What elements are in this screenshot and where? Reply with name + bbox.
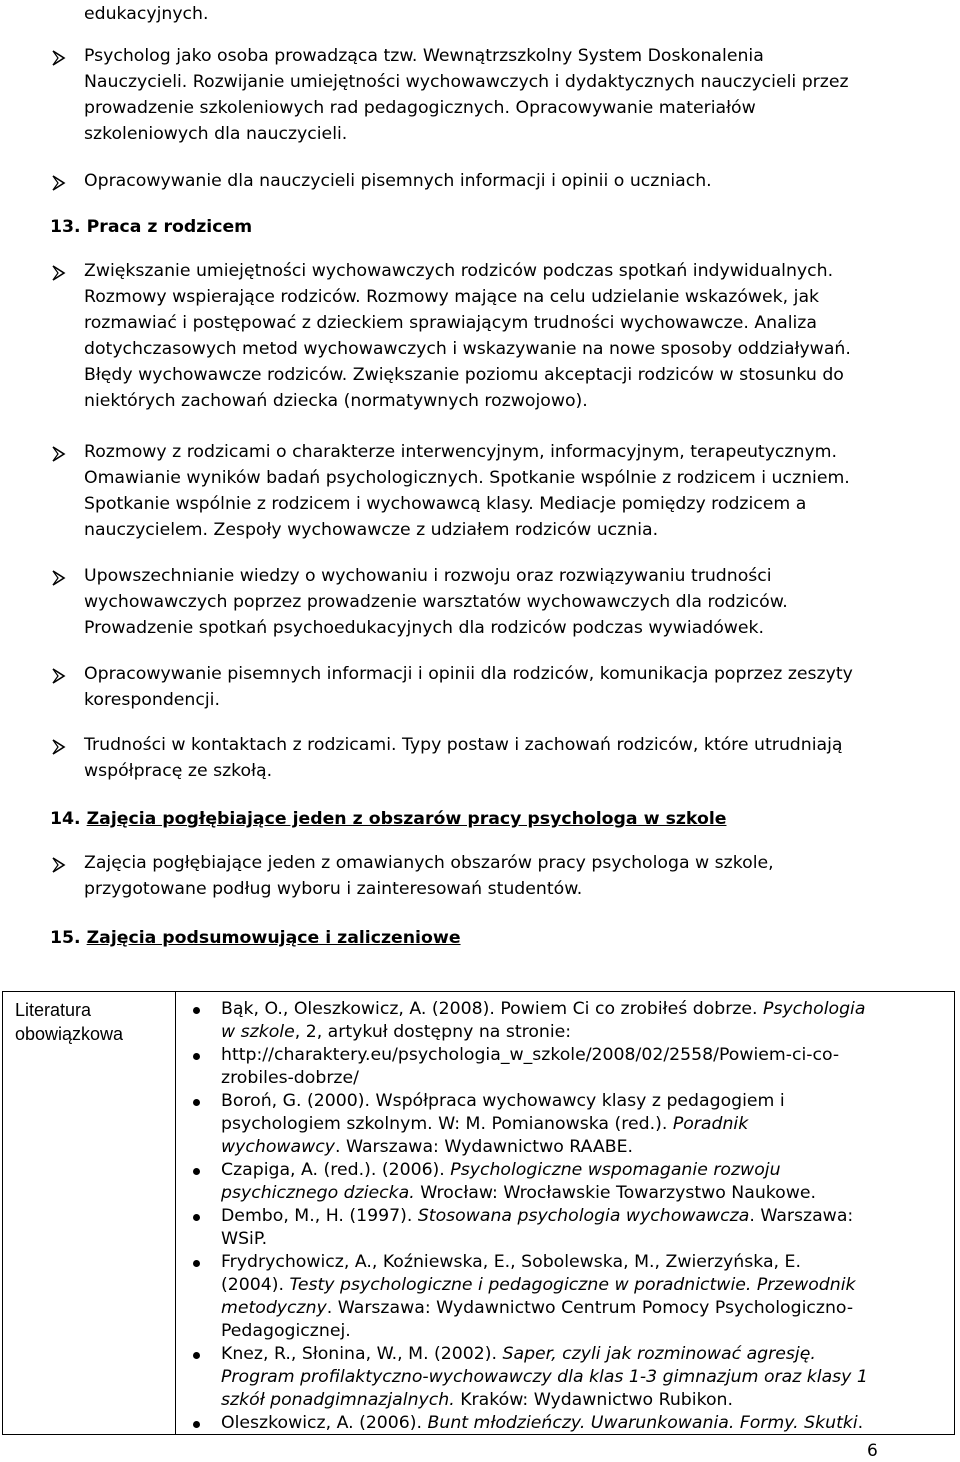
bullet-dot-icon (193, 1099, 200, 1106)
reference-segment: Bąk, O., Oleszkowicz, A. (2008). Powiem Ci co zrobiłeś dobrze. (221, 999, 764, 1019)
section-heading-14 (50, 806, 726, 832)
arrow-bullet-icon (50, 444, 68, 464)
reference-line (221, 998, 953, 1021)
reference-segment: Poradnik (672, 1114, 749, 1134)
reference-line (221, 1320, 953, 1343)
text-line: szkoleniowych dla nauczycieli. (84, 124, 348, 144)
continuation-text: edukacyjnych. (84, 4, 209, 24)
reference-line (221, 1044, 953, 1067)
text-line: Prowadzenie spotkań psychoedukacyjnych dla rodziców podczas wywiadówek. (84, 618, 765, 638)
reference-line (221, 1113, 953, 1136)
reference-segment: psychologiem szkolnym. W: M. Pomianowska (red.). (221, 1114, 673, 1134)
bullet-paragraph (84, 258, 934, 414)
arrow-bullet-icon (50, 737, 68, 757)
reference-line (221, 1205, 953, 1228)
reference-list (193, 998, 953, 1435)
reference-segment: w szkole (221, 1022, 295, 1042)
reference-segment: WSiP. (221, 1229, 268, 1249)
reference-line (221, 1343, 953, 1366)
reference-item (193, 1159, 953, 1205)
text-line: współpracę ze szkołą. (84, 761, 273, 781)
bullet-paragraph (84, 43, 934, 147)
text-line: Psycholog jako osoba prowadząca tzw. Wewnątrzszkolny System Doskonalenia (84, 46, 764, 66)
arrow-bullet-icon (50, 666, 68, 686)
reference-line (221, 1090, 953, 1113)
reference-line (221, 1021, 953, 1044)
arrow-bullet-icon (50, 48, 68, 68)
table-divider (175, 992, 176, 1434)
reference-segment: http://charaktery.eu/psychologia_w_szkole/2008/02/2558/Powiem-ci-co- (221, 1045, 840, 1065)
reference-segment: Psychologiczne wspomaganie rozwoju (450, 1160, 781, 1180)
bullet-dot-icon (193, 1352, 200, 1359)
bullet-dot-icon (193, 1260, 200, 1267)
reference-item (193, 1205, 953, 1251)
reference-segment: wychowawcy (221, 1137, 335, 1157)
section-title: Zajęcia pogłębiające jeden z obszarów pracy psychologa w szkole (86, 809, 727, 829)
reference-segment: metodyczny (221, 1298, 327, 1318)
label-line: Literatura (15, 1000, 92, 1020)
text-line: Zwiększanie umiejętności wychowawczych rodziców podczas spotkań indywidualnych. (84, 261, 834, 281)
reference-line (221, 1297, 953, 1320)
reference-segment: zrobiles-dobrze/ (221, 1068, 359, 1088)
reference-segment: . Warszawa: Wydawnictwo Centrum Pomocy Psychologiczno- (326, 1298, 854, 1318)
reference-segment: szkół ponadgimnazjalnych. (221, 1390, 455, 1410)
text-line: Rozmowy z rodzicami o charakterze interwencyjnym, informacyjnym, terapeutycznym. (84, 442, 837, 462)
reference-segment: Wrocław: Wrocławskie Towarzystwo Naukowe. (414, 1183, 816, 1203)
arrow-bullet-icon (50, 173, 68, 193)
text-line: Upowszechnianie wiedzy o wychowaniu i rozwoju oraz rozwiązywaniu trudności (84, 566, 772, 586)
reference-segment: Program profilaktyczno-wychowawczy dla klas 1-3 gimnazjum oraz klasy 1 (221, 1367, 868, 1387)
reference-item (193, 1343, 953, 1412)
reference-line (221, 1228, 953, 1251)
text-line: Opracowywanie pisemnych informacji i opinii dla rodziców, komunikacja poprzez zeszyty (84, 664, 853, 684)
section-number: 13. (50, 217, 81, 237)
text-line: rozmawiać i postępować z dzieckiem sprawiającym trudności wychowawcze. Analiza (84, 313, 817, 333)
text-line: dotychczasowych metod wychowawczych i wskazywanie na nowe sposoby oddziaływań. (84, 339, 851, 359)
reference-segment: Boroń, G. (2000). Współpraca wychowawcy klasy z pedagogiem i (221, 1091, 785, 1111)
bullet-dot-icon (193, 1053, 200, 1060)
section-number: 14. (50, 809, 81, 829)
bullet-paragraph (84, 850, 934, 902)
reference-segment: psychicznego dziecka. (221, 1183, 415, 1203)
reference-segment: . Warszawa: Wydawnictwo RAABE. (334, 1137, 633, 1157)
text-line: Omawianie wyników badań psychologicznych. Spotkanie wspólnie z rodzicem i uczniem. (84, 468, 850, 488)
text-line: niektórych zachowań dziecka (normatywnych rozwojowo). (84, 391, 588, 411)
reference-segment: Psychologia (763, 999, 866, 1019)
bullet-dot-icon (193, 1007, 200, 1014)
reference-segment: Knez, R., Słonina, W., M. (2002). (221, 1344, 503, 1364)
bullet-paragraph (84, 732, 934, 784)
text-line: przygotowane podług wyboru i zainteresowań studentów. (84, 879, 583, 899)
reference-segment: , 2, artykuł dostępny na stronie: (294, 1022, 572, 1042)
arrow-bullet-icon (50, 568, 68, 588)
reference-line (221, 1251, 953, 1274)
section-heading-15 (50, 925, 461, 951)
reference-segment: Kraków: Wydawnictwo Rubikon. (454, 1390, 733, 1410)
text-line: wychowawczych poprzez prowadzenie warsztatów wychowawczych dla rodziców. (84, 592, 788, 612)
arrow-bullet-icon (50, 263, 68, 283)
text-line: Spotkanie wspólnie z rodzicem i wychowawcą klasy. Mediacje pomiędzy rodzicem a (84, 494, 807, 514)
reference-item (193, 998, 953, 1044)
literature-table (2, 991, 955, 1435)
reference-line (221, 1136, 953, 1159)
reference-segment: Testy psychologiczne i pedagogiczne w poradnictwie. Przewodnik (289, 1275, 856, 1295)
section-heading-13 (50, 214, 252, 240)
page-number: 6 (867, 1441, 878, 1461)
reference-segment: Frydrychowicz, A., Koźniewska, E., Sobolewska, M., Zwierzyńska, E. (221, 1252, 801, 1272)
arrow-bullet-icon (50, 855, 68, 875)
reference-segment: Dembo, M., H. (1997). (221, 1206, 418, 1226)
reference-item (193, 1251, 953, 1343)
text-line: prowadzenie szkoleniowych rad pedagogicznych. Opracowywanie materiałów (84, 98, 756, 118)
bullet-dot-icon (193, 1168, 200, 1175)
reference-line (221, 1366, 953, 1389)
bullet-paragraph (84, 563, 934, 641)
bullet-paragraph (84, 439, 934, 543)
reference-segment: (2004). (221, 1275, 290, 1295)
text-line: Nauczycieli. Rozwijanie umiejętności wychowawczych i dydaktycznych nauczycieli przez (84, 72, 849, 92)
reference-line (221, 1389, 953, 1412)
reference-segment: . (857, 1413, 864, 1433)
reference-line (221, 1159, 953, 1182)
text-line: Błędy wychowawcze rodziców. Zwiększanie poziomu akceptacji rodziców w stosunku do (84, 365, 844, 385)
literature-label (15, 998, 170, 1046)
reference-segment: Pedagogicznej. (221, 1321, 351, 1341)
section-title: Zajęcia podsumowujące i zaliczeniowe (86, 928, 461, 948)
section-title: Praca z rodzicem (86, 217, 253, 237)
reference-item (193, 1090, 953, 1159)
text-line: nauczycielem. Zespoły wychowawcze z udziałem rodziców ucznia. (84, 520, 659, 540)
reference-segment: Czapiga, A. (red.). (2006). (221, 1160, 451, 1180)
reference-item (193, 1044, 953, 1090)
reference-segment: Saper, czyli jak rozminować agresję. (502, 1344, 816, 1364)
reference-line (221, 1412, 953, 1435)
text-line: Opracowywanie dla nauczycieli pisemnych informacji i opinii o uczniach. (84, 171, 712, 191)
reference-line (221, 1067, 953, 1090)
reference-segment: . Warszawa: (749, 1206, 854, 1226)
label-line: obowiązkowa (15, 1024, 124, 1044)
bullet-dot-icon (193, 1214, 200, 1221)
text-line: Trudności w kontaktach z rodzicami. Typy postaw i zachowań rodziców, które utrudniają (84, 735, 843, 755)
section-number: 15. (50, 928, 81, 948)
text-line: Zajęcia pogłębiające jeden z omawianych obszarów pracy psychologa w szkole, (84, 853, 774, 873)
bullet-dot-icon (193, 1421, 200, 1428)
reference-segment: Bunt młodzieńczy. Uwarunkowania. Formy. Skutki (427, 1413, 858, 1433)
text-line: Rozmowy wspierające rodziców. Rozmowy mające na celu udzielanie wskazówek, jak (84, 287, 820, 307)
text-line: korespondencji. (84, 690, 220, 710)
reference-line (221, 1182, 953, 1205)
reference-line (221, 1274, 953, 1297)
reference-segment: Stosowana psychologia wychowawcza (417, 1206, 750, 1226)
reference-segment: Oleszkowicz, A. (2006). (221, 1413, 428, 1433)
bullet-paragraph (84, 661, 934, 713)
reference-item (193, 1412, 953, 1435)
bullet-paragraph (84, 168, 934, 194)
